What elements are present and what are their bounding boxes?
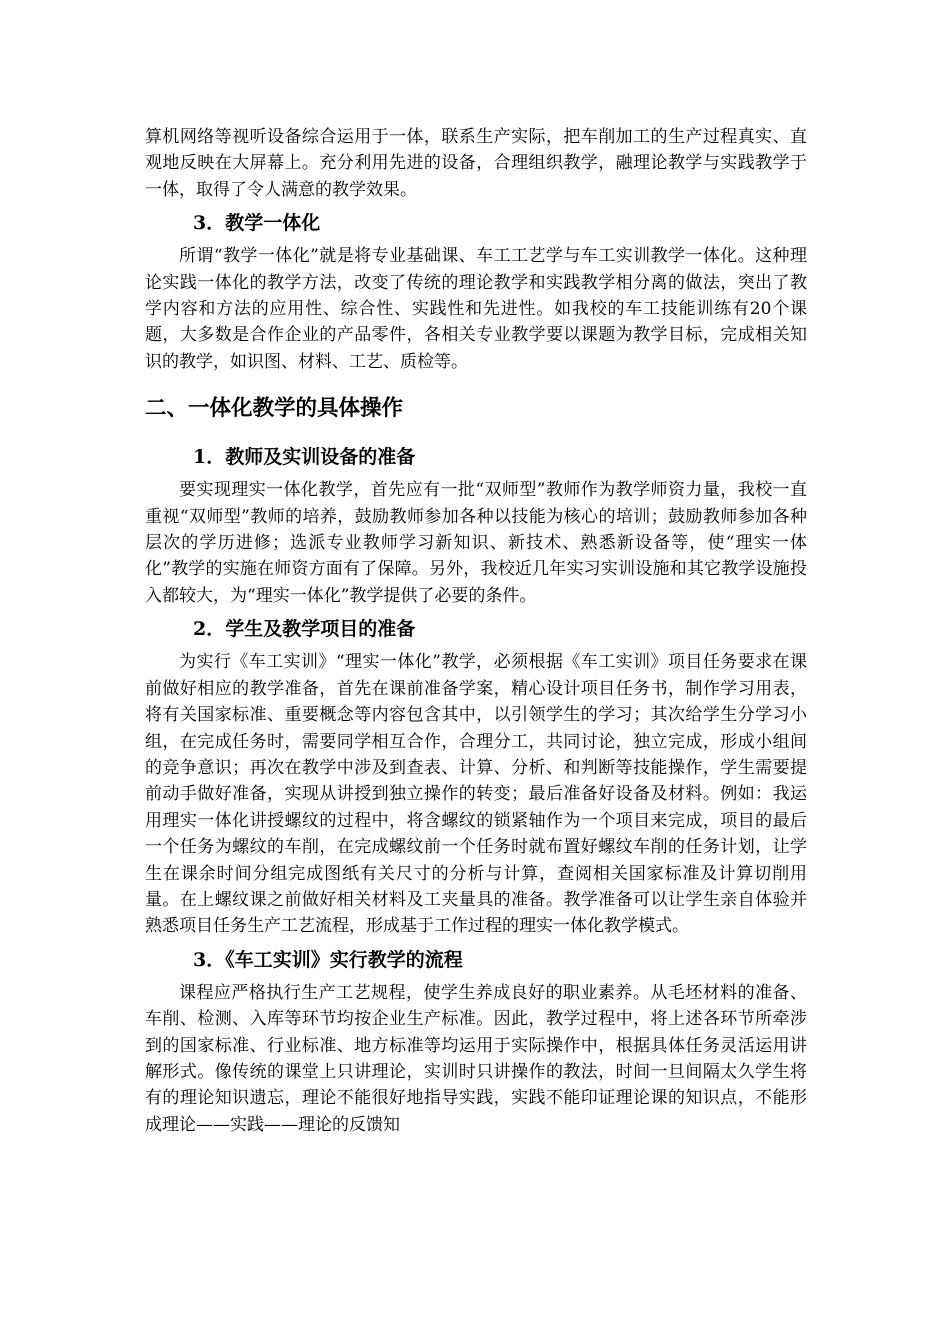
subheading-student-project: 2．学生及教学项目的准备 — [193, 618, 416, 641]
document-page — [145, 124, 807, 1138]
paragraph-teaching-flow: 课程应严格执行生产工艺规程，使学生养成良好的职业素养。从毛坯材料的准备、车削、检测、入库等环节均按企业生产标准。因此，教学过程中，将上述各环节所牵涉到的国家标准、行业标准、地方标准等均运用于实际操作中，根据具体任务灵活运用讲解形式。像传统的课堂上只讲理论，实训时只讲操作的教法，时间一旦间隔太久学生将有的理论知识遗忘，理论不能很好地指导实践，实践不能印证理论课的知识点，不能形成理论——实践——理论的反馈知 — [145, 982, 807, 1135]
subheading-teaching-integration: 3．教学一体化 — [193, 212, 321, 235]
subheading-teacher-equipment: 1．教师及实训设备的准备 — [193, 446, 416, 469]
paragraph-continued: 算机网络等视听设备综合运用于一体，联系生产实际，把车削加工的生产过程真实、直观地反映在大屏幕上。充分利用先进的设备，合理组织教学，融理论教学与实践教学于一体，取得了令人满意的教学效果。 — [145, 127, 807, 200]
section-heading-specific-operations: 二、一体化教学的具体操作 — [145, 396, 404, 422]
paragraph-teacher-equipment: 要实现理实一体化教学，首先应有一批“双师型”教师作为教学师资力量，我校一直重视“双师型”教师的培养，鼓励教师参加各种以技能为核心的培训；鼓励教师参加各种层次的学历进修；选派专业教师学习新知识、新技术、熟悉新设备等，使“理实一体化”教学的实施在师资方面有了保障。另外，我校近几年实习实训设施和其它教学设施投入都较大，为“理实一体化”教学提供了必要的条件。 — [145, 480, 807, 606]
subheading-teaching-flow: 3．《车工实训》实行教学的流程 — [193, 948, 463, 971]
paragraph-teaching-integration: 所谓“教学一体化”就是将专业基础课、车工工艺学与车工实训教学一体化。这种理论实践一体化的教学方法，改变了传统的理论教学和实践教学相分离的做法，突出了教学内容和方法的应用性、综合性、实践性和先进性。如我校的车工技能训练有20个课题，大多数是合作企业的产品零件，各相关专业教学要以课题为教学目标，完成相关知识的教学，如识图、材料、工艺、质检等。 — [145, 246, 807, 372]
paragraph-student-project: 为实行《车工实训》“理实一体化”教学，必须根据《车工实训》项目任务要求在课前做好相应的教学准备，首先在课前准备学案，精心设计项目任务书，制作学习用表，将有关国家标准、重要概念等内容包含其中，以引领学生的学习；其次给学生分学习小组，在完成任务时，需要同学相互合作，合理分工，共同讨论，独立完成，形成小组间的竞争意识；再次在教学中涉及到查表、计算、分析、和判断等技能操作，学生需要提前动手做好准备，实现从讲授到独立操作的转变；最后准备好设备及材料。例如：我运用理实一体化讲授螺纹的过程中，将含螺纹的锁紧轴作为一个项目来完成，项目的最后一个任务为螺纹的车削，在完成螺纹前一个任务时就布置好螺纹车削的任务计划，让学生在课余时间分组完成图纸有关尺寸的分析与计算，查阅相关国家标准及计算切削用量。在上螺纹课之前做好相关材料及工夹量具的准备。教学准备可以让学生亲自体验并熟悉项目任务生产工艺流程，形成基于工作过程的理实一体化教学模式。 — [145, 652, 807, 937]
